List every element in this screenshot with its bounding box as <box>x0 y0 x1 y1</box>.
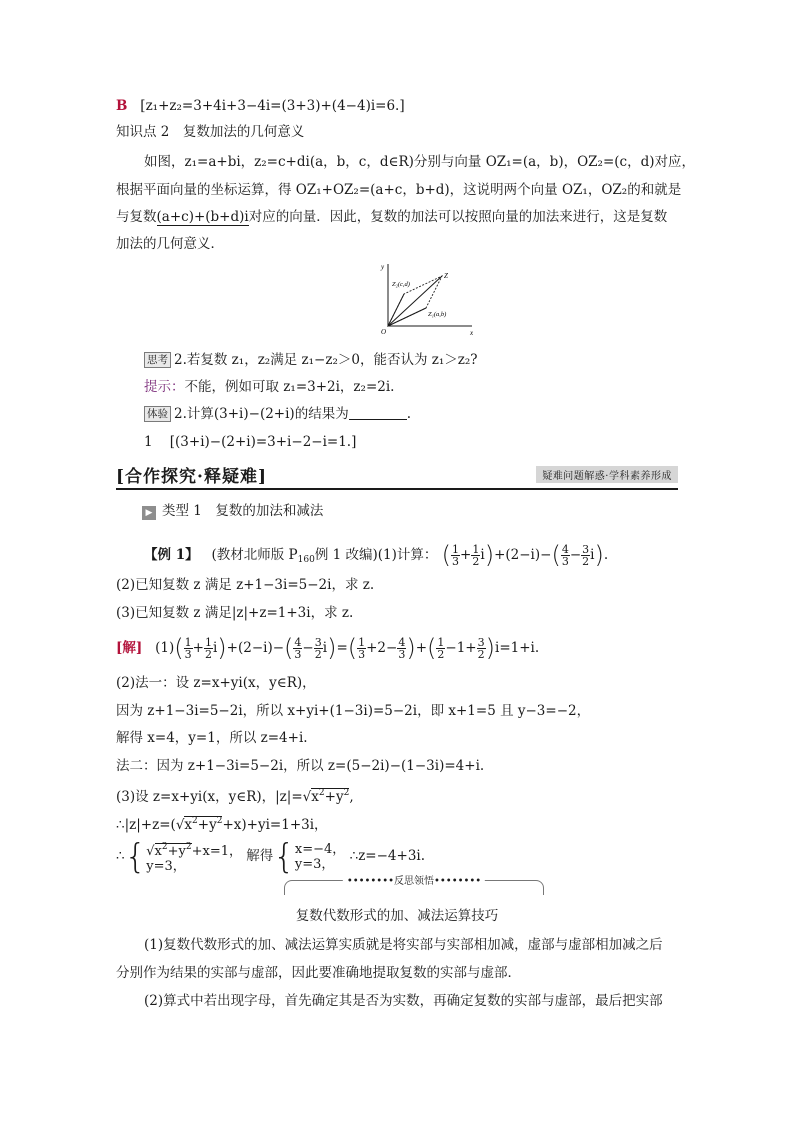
paragraph-line-4: 加法的几何意义． <box>116 236 224 252</box>
answer-label: B <box>116 98 128 114</box>
tip-2-line: (2)算式中若出现字母，首先确定其是否为实数，再确定复数的实部与虚部，最后把实部 <box>144 993 663 1009</box>
hint-label: 提示： <box>144 379 185 395</box>
type-heading: ▶ 类型 1 复数的加法和减法 <box>142 501 323 521</box>
solution-label: [解] <box>116 640 143 656</box>
fig-x-label: x <box>470 329 474 337</box>
section-header <box>116 460 678 490</box>
paragraph-line-1: 如图，z₁=a+bi，z₂=c+di(a，b，c，d∈R)分别与向量 OZ₁=(a，b)，OZ₂=(c，d)对应， <box>144 154 696 170</box>
final-answer: ∴z=−4+3i. <box>349 848 426 864</box>
paragraph-line-3: 与复数(a+c)+(b+d)i对应的向量．因此，复数的加法可以按照向量的加法来进行，这是复数 <box>116 209 668 225</box>
underlined-complex: (a+c)+(b+d)i <box>156 209 249 225</box>
method-1-step-b: 解得 x=4，y=1，所以 z=4+i. <box>116 730 308 746</box>
tip-1-line-a: (1)复数代数形式的加、减法运算实质就是将实部与实部相加减，虚部与虚部相加减之后 <box>144 937 663 953</box>
answer-text: [z₁+z₂=3+4i+3−4i=(3+3)+(4−4)i=6.] <box>140 98 405 114</box>
method-1-step-a: 因为 z+1−3i=5−2i，所以 x+yi+(1−3i)=5−2i，即 x+1=5 且 y−3=−2， <box>116 703 591 719</box>
solution-1-line <box>116 633 539 663</box>
solution-1-expression: (1)( $\frac{1}{3}$ + $\frac{1}{2}$ i)+(2−i)−( $\frac{4}{3}$ − $\frac{3}{2}$ i)=( $\frac{1}{3}$ +2− $\frac{4}{3}$ )+( $\frac{1}{2}$ −1+ $\frac{3}{2}$ )i=1+i. <box>155 634 540 662</box>
experience-line: 体验 2.计算(3+i)−(2+i)的结果为 . <box>144 404 411 424</box>
paragraph-line-2: 根据平面向量的坐标运算，得 OZ₁+OZ₂=(a+c，b+d)，这说明两个向量 OZ₁，OZ₂的和就是 <box>116 182 682 198</box>
experience-tag: 体验 <box>144 406 171 422</box>
reflection-label: ••••••••反思领悟•••••••• <box>343 872 485 887</box>
fig-z1-label: Z₁(a,b) <box>428 311 447 318</box>
fig-origin-label: O <box>381 328 387 336</box>
knowledge-point-title: 知识点 2 复数加法的几何意义 <box>116 124 305 140</box>
play-icon: ▶ <box>142 506 156 520</box>
answer2-label: 1 <box>144 434 153 450</box>
method-1-line: (2)法一：设 z=x+yi(x，y∈R)， <box>116 675 316 691</box>
reflection-title: 复数代数形式的加、减法运算技巧 <box>295 908 499 924</box>
sqrt-expression: $√x^2+y^2$, <box>302 788 354 805</box>
think-tag: 思考 <box>144 352 171 368</box>
think-line: 思考 2.若复数 z₁，z₂满足 z₁−z₂＞0，能否认为 z₁＞z₂? <box>144 350 478 370</box>
vector-oz2 <box>388 294 404 326</box>
example-expression: ( $\frac{1}{3}$ + $\frac{1}{2}$ i)+(2−i)−( $\frac{4}{3}$ − $\frac{3}{2}$ i). <box>441 541 609 569</box>
question-2: (2)已知复数 z 满足 z+1−3i=5−2i，求 z. <box>116 577 375 593</box>
hint-line: 提示：不能，例如可取 z₁=3+2i，z₂=2i. <box>144 379 395 395</box>
method-2-line: 法二：因为 z+1−3i=5−2i，所以 z=(5−2i)−(1−3i)=4+i. <box>116 758 485 774</box>
solution-3-line-b: $\therefore|z|+z=(√x^2+y^2+x)+yi=1+3i$， <box>116 816 328 833</box>
section-badge: 疑难问题解惑·学科素养形成 <box>536 466 678 483</box>
answer-line-2: 1 [(3+i)−(2+i)=3+i−2−i=1.] <box>144 434 357 450</box>
system-solution-line: ∴{ $√x^2+y^2+x=1$， y=3， 解得{ x=−4， y=3， ∴z=−4+3i. <box>116 837 426 877</box>
section-title: [合作探究·释疑难] <box>116 467 268 487</box>
example-1-line: 【例 1】 (教材北师版 $P_{160}$例 1 改编)(1)计算： ( $\frac{1}{3}$ + $\frac{1}{2}$ i)+(2−i)−( $\frac{4}{3}$ − $\frac{3}{2}$ i). <box>144 541 609 569</box>
tip-1-line-b: 分别作为结果的实部与虚部，因此要准确地提取复数的实部与虚部． <box>116 965 521 981</box>
fig-y-label: y <box>381 263 385 271</box>
fig-z2-label: Z₂(c,d) <box>392 281 410 288</box>
solution-3-line-a: (3)设 z=x+yi(x，y∈R)，$|z|=√x^2+y^2$, <box>116 788 354 805</box>
answer-line-1 <box>116 96 405 116</box>
example-label: 【例 1】 <box>144 547 199 563</box>
answer-blank <box>349 405 407 420</box>
fig-z-label: Z <box>444 272 448 280</box>
vector-oz1 <box>388 308 426 326</box>
question-3: (3)已知复数 z 满足|z|+z=1+3i，求 z. <box>116 605 354 621</box>
reflection-box <box>284 876 544 895</box>
parallelogram-figure <box>368 260 478 338</box>
